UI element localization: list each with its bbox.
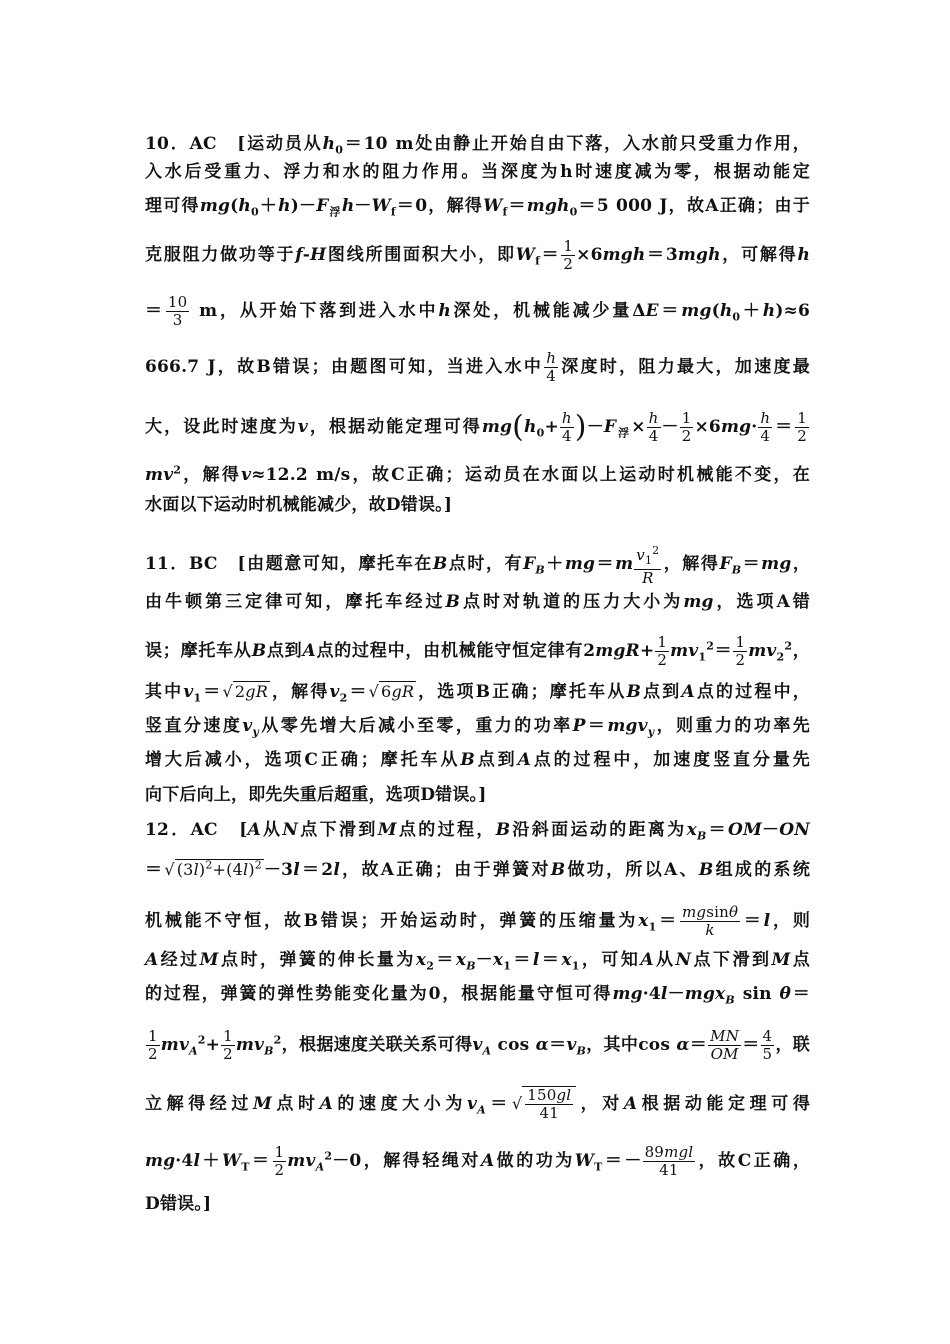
line-20-content: A经过M点时，弹簧的伸长量为$x_2=x_B-x_1=l=x_1$，可知A从N点下滑到M点: [145, 950, 811, 973]
text-line-1: [145, 132, 810, 162]
line-14-content: 竖直分速度$v_y$从零先增大后减小至零，重力的功率P＝mgv$_y$，则重力的功率先: [145, 716, 811, 739]
text-line-24: [145, 1144, 810, 1179]
line-17-content: 12．AC [A从N点下滑到M点的过程，B沿斜面运动的距离为$x_B=OM-ON$: [145, 820, 810, 843]
text-line-18: [145, 854, 810, 882]
line-23-content: 立解得经过M点时A的速度大小为$v_A=√$ $\frac{150gl}{41}$ ，对A根据动能定理可得: [145, 1086, 811, 1122]
line-15-content: 增大后减小，选项C正确；摩托车从B点到A点的过程中，加速度竖直分量先: [145, 750, 810, 770]
text-line-3: [145, 194, 810, 224]
text-line-9: 水面以下运动时机械能减少，故D错误。]: [145, 495, 453, 515]
text-line-7: [145, 410, 810, 445]
text-line-19: [145, 904, 810, 939]
line-24-content: $mg\cdot 4l+W_T=$ $\frac{1}{2}$ $mv_A^2-0$，解得轻绳对A做的功为$W_T=-$ $\frac{\text{89mgl}}{41}$ ，故C正确，: [145, 1143, 811, 1179]
line-5-content: ＝ $\frac{10}{3}$ m，从开始下落到进入水中h深处，机械能减少量$\Delta E=mg(h_0+h)\approx 6$: [145, 293, 811, 329]
line-1-content: 10．AC [运动员从$h_0=10$ m处由静止开始自由下落，入水前只受重力作用，: [145, 134, 810, 157]
text-line-23: [145, 1086, 810, 1122]
line-22-content: $\frac{1}{2}$ $mv_A^2+$ $\frac{1}{2}$ $mv_B^2$，根据速度关联关系可得$v_A$ $\cos \alpha=v_B$，其中cos α＝ $\frac{MN}{OM}$ ＝ $\frac{4}{5}$ ，联: [148, 1027, 810, 1063]
line-6-content: 666.7 J，故B错误；由题图可知，当进入水中 $\frac{h}{4}$ 深度时，阻力最大，加速度最: [145, 349, 810, 385]
text-line-6: [145, 350, 810, 385]
text-line-13: [145, 680, 810, 710]
line-18-content: ＝√ $(3l)^2+(4l)^2 -3l=2l$，故A正确；由于弹簧对B做功，所以A、B组成的系统: [145, 859, 811, 881]
text-line-5: [145, 294, 810, 329]
line-13-content: 其中$v_1=√$ 2gR ，解得$v_2=√$ 6gR ，选项B正确；摩托车从B点到A点的过程中，: [145, 682, 810, 705]
text-line-21: [145, 982, 810, 1012]
line-7-content: 大，设此时速度为v，根据动能定理可得$mg(h_0+$ $\frac{h}{4}$ )$-F_浮\times$ $\frac{h}{4}$ － $\frac{1}{2}$ ×6mg· $\frac{h}{4}$ ＝ $\frac{1}{2}$: [145, 409, 807, 445]
text-line-14: [145, 714, 810, 744]
line-10-content: 11．BC [由题意可知，摩托车在B点时，有$F_B+mg=m$ $\frac{v_1^2}{R}$ ，解得$F_B=mg$，: [145, 544, 811, 587]
text-line-8: [145, 458, 810, 487]
text-line-17: [145, 818, 810, 848]
line-19-content: 机械能不守恒，故B错误；开始运动时，弹簧的压缩量为$x_1=$ $\frac{mgsin\theta}{k}$ ＝l，则: [145, 903, 811, 939]
line-8-content: $mv^2$，解得v≈12.2 m/s，故C正确；运动员在水面以上运动时机械能不变，在: [145, 463, 810, 485]
text-line-4: [145, 238, 810, 273]
text-line-15: [145, 748, 810, 772]
line-12-content: 误；摩托车从B点到A点的过程中，由机械能守恒定律有2mgR+ $\frac{1}{2}$ $mv_1^2=$ $\frac{1}{2}$ $mv_2^2$，: [145, 633, 811, 669]
text-line-22: [145, 1028, 810, 1063]
text-line-12: [145, 634, 810, 669]
text-line-20: [145, 948, 810, 978]
line-11-content: 由牛顿第三定律可知，摩托车经过B点时对轨道的压力大小为mg，选项A错: [145, 592, 810, 612]
line-4-content: 克服阻力做功等于f-H图线所围面积大小，即$W_f=$ $\frac{1}{2}$ ×6mgh＝3mgh，可解得h: [145, 237, 810, 273]
text-line-10: [145, 542, 810, 587]
text-line-16: 向下后向上，即先失重后超重，选项D错误。]: [145, 785, 487, 805]
line-21-content: 的过程，弹簧的弹性势能变化量为0，根据能量守恒可得mg·4l－mgx$_B$ sin θ＝: [145, 984, 810, 1007]
text-line-25: D错误。]: [145, 1194, 212, 1214]
line-3-content: 理可得$mg(h_0+h)-F_浮h-W_f=0$，解得$W_f=mgh_0=5$ 000 J，故A正确；由于: [145, 196, 811, 219]
text-line-2: 入水后受重力、浮力和水的阻力作用。当深度为h时速度减为零，根据动能定: [145, 162, 810, 182]
text-line-11: [145, 590, 810, 614]
